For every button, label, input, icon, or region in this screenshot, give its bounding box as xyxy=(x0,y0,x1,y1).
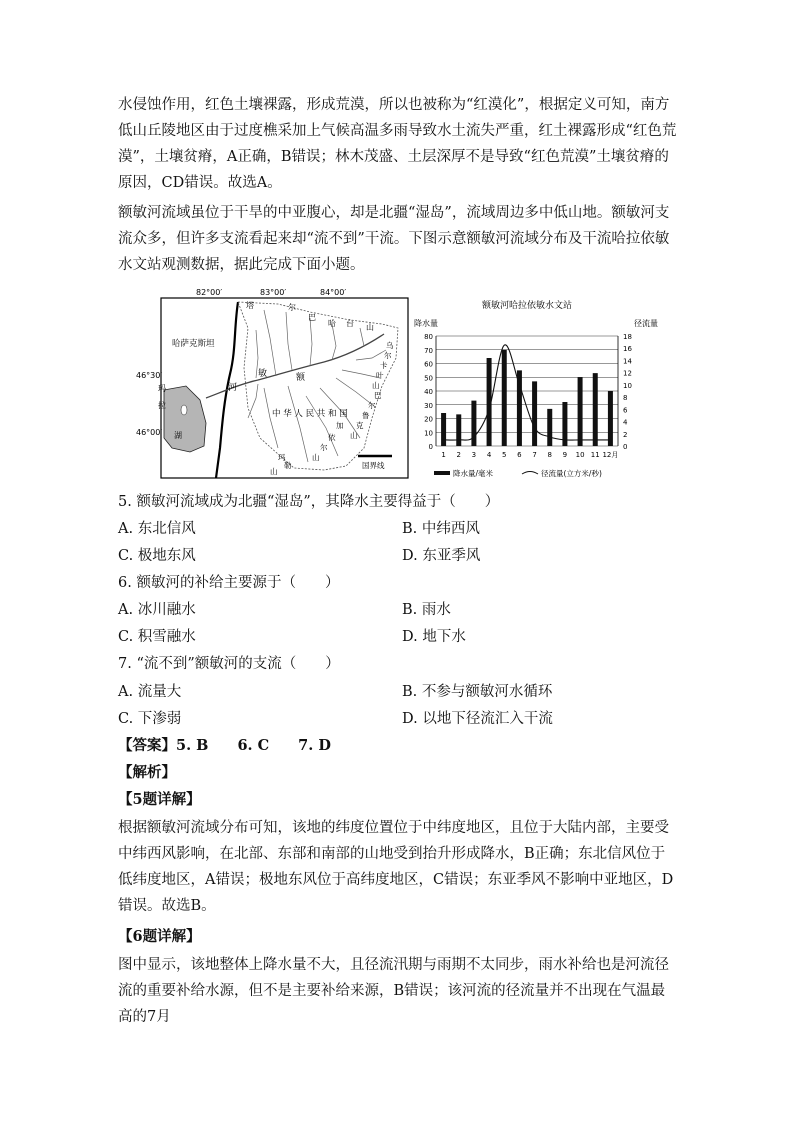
basin-map xyxy=(136,288,410,484)
south-mtn-char-3: 鲁 xyxy=(362,411,370,420)
answer-line: 【答案】5. B 6. C 7. D xyxy=(118,737,331,754)
x-tick-label: 9 xyxy=(562,451,568,459)
y-tick-right: 14 xyxy=(623,357,632,366)
bar-precip xyxy=(608,391,613,446)
x-tick-label: 1 xyxy=(441,451,446,459)
legend-swatch-bar xyxy=(434,471,450,475)
y-tick-right: 8 xyxy=(623,394,628,403)
q7-stem: 7. “流不到”额敏河的支流（ ） xyxy=(118,656,340,672)
river-char-3: 额 xyxy=(296,373,306,383)
q5-option-d[interactable]: D. 东亚季风 xyxy=(402,548,481,564)
q6-option-d[interactable]: D. 地下水 xyxy=(402,629,466,645)
intro-paragraph: 水侵蚀作用，红色土壤裸露，形成荒漠，所以也被称为“红漠化”，根据定义可知，南方低山丘陵地区由于过度樵采加上气候高温多雨导致水土流失严重，红土裸露形成“红色荒漠”，土壤贫瘠，A正确，B错误；林木茂盛、土层深厚不是导致“红色荒漠”土壤贫瘠的原因，CD错误。故选A。 xyxy=(118,97,677,191)
bar-precip xyxy=(502,350,507,446)
south-mtn2-char-3: 尔 xyxy=(320,443,328,452)
lon-label-1: 82°00′ xyxy=(196,288,223,297)
y-tick-right: 2 xyxy=(623,430,628,439)
east-mtn-char-1: 乌 xyxy=(386,341,394,350)
south-mtn-char-5: 山 xyxy=(350,431,358,440)
south-mtn-char-4: 克 xyxy=(356,421,364,430)
chart-title: 额敏河哈拉依敏水文站 xyxy=(481,301,573,311)
north-mtn-char-1: 塔 xyxy=(246,301,254,310)
bar-precip xyxy=(456,414,461,446)
hydro-chart xyxy=(412,288,660,484)
bar-precip xyxy=(578,377,583,446)
q5-explanation: 根据额敏河流域分布可知，该地的纬度位置位于中纬度地区，且位于大陆内部，主要受中纬西风影响，在北部、东部和南部的山地受到抬升形成降水，B正确；东北信风位于低纬度地区，A错误；极地东风位于高纬度地区，C错误；东亚季风不影响中亚地区，D错误。故选B。 xyxy=(118,820,674,914)
lake-char-3: 湖 xyxy=(174,431,182,440)
china-label: 中 华 人 民 共 和 国 xyxy=(272,409,348,419)
bar-precip xyxy=(517,370,522,446)
x-tick-label: 11 xyxy=(590,451,600,459)
south-mtn-char-2: 尔 xyxy=(368,401,376,410)
y-axis-label-left: 降水量 xyxy=(414,319,438,328)
south-mtn2-char-2: 依 xyxy=(328,433,336,442)
y-tick-left: 40 xyxy=(424,388,433,396)
bar-precip xyxy=(547,409,552,446)
y-tick-left: 50 xyxy=(424,374,433,383)
y-tick-left: 80 xyxy=(424,333,433,341)
q6-stem: 6. 额敏河的补给主要源于（ ） xyxy=(118,575,340,591)
lon-label-3: 84°00′ xyxy=(320,288,347,297)
lat-label-2: 46°00′ xyxy=(136,428,163,437)
q6-option-c[interactable]: C. 积雪融水 xyxy=(118,629,196,645)
q7-option-b[interactable]: B. 不参与额敏河水循环 xyxy=(402,684,553,700)
y-axis-label-right: 径流量 xyxy=(634,319,658,328)
north-mtn-char-3: 巴 xyxy=(308,313,316,322)
south-mtn2-char-4: 山 xyxy=(312,453,320,462)
y-tick-right: 10 xyxy=(623,381,632,390)
x-tick-label: 2 xyxy=(456,451,461,459)
q5-heading: 【5题详解】 xyxy=(118,791,201,808)
lat-label-1: 46°30′ xyxy=(136,371,163,380)
figure xyxy=(136,288,660,484)
south-mtn-char-1: 巴 xyxy=(374,391,382,400)
analysis-heading: 【解析】 xyxy=(118,764,176,781)
y-tick-left: 30 xyxy=(424,401,433,410)
bar-precip xyxy=(471,401,476,446)
x-tick-label: 8 xyxy=(547,451,552,459)
x-tick-label: 12月 xyxy=(602,451,619,459)
x-tick-label: 3 xyxy=(471,451,477,459)
lake-island xyxy=(181,405,187,415)
q6-option-a[interactable]: A. 冰川融水 xyxy=(118,602,196,618)
y-tick-right: 6 xyxy=(623,406,628,415)
south-mtn2-char-1: 加 xyxy=(336,421,344,430)
y-tick-right: 18 xyxy=(623,333,632,341)
context-paragraph: 额敏河流域虽位于干旱的中亚腹心，却是北疆“湿岛”，流域周边多中低山地。额敏河支流众多，但许多支流看起来却“流不到”干流。下图示意额敏河流域分布及干流哈拉依敏水文站观测数据，据此完成下面小题。 xyxy=(118,205,670,273)
north-mtn-char-4: 哈 xyxy=(328,319,336,328)
q7-option-c[interactable]: C. 下渗弱 xyxy=(118,711,182,727)
legend-label-line: 径流量(立方米/秒) xyxy=(541,469,602,478)
x-tick-label: 4 xyxy=(486,451,492,459)
q5-option-b[interactable]: B. 中纬西风 xyxy=(402,521,480,537)
south-mtn2-char-7: 山 xyxy=(270,467,278,476)
y-tick-left: 0 xyxy=(428,443,433,451)
east-mtn-char-5: 山 xyxy=(372,381,380,390)
lake-char-2: 拉 xyxy=(158,401,166,410)
y-tick-left: 20 xyxy=(424,415,433,424)
bar-precip xyxy=(593,373,598,446)
legend-label-bar: 降水量/毫米 xyxy=(453,469,494,478)
y-tick-right: 12 xyxy=(623,369,632,378)
south-mtn2-char-6: 勒 xyxy=(284,461,292,470)
y-tick-left: 70 xyxy=(424,346,433,355)
east-mtn-char-2: 尔 xyxy=(384,351,392,360)
x-tick-label: 10 xyxy=(575,451,585,459)
q7-option-a[interactable]: A. 流量大 xyxy=(118,684,182,700)
river-char-2: 敏 xyxy=(258,369,268,379)
q5-option-c[interactable]: C. 极地东风 xyxy=(118,548,196,564)
east-mtn-char-4: 叶 xyxy=(376,371,384,380)
lon-label-2: 83°00′ xyxy=(260,288,287,297)
north-mtn-char-5: 台 xyxy=(346,319,354,328)
q5-stem: 5. 额敏河流域成为北疆“湿岛”，其降水主要得益于（ ） xyxy=(118,494,500,510)
y-tick-right: 16 xyxy=(623,345,632,354)
legend-label: 国界线 xyxy=(362,461,385,470)
river-char-1: 河 xyxy=(228,383,238,393)
x-tick-label: 7 xyxy=(532,451,537,459)
bar-precip xyxy=(441,413,446,446)
country-label: 哈萨克斯坦 xyxy=(172,339,215,349)
east-mtn-char-3: 卡 xyxy=(380,361,388,370)
q6-heading: 【6题详解】 xyxy=(118,928,201,945)
series-line-runoff xyxy=(444,345,611,440)
q5-option-a[interactable]: A. 东北信风 xyxy=(118,521,196,537)
lake-char-1: 玛 xyxy=(158,384,166,393)
y-tick-left: 10 xyxy=(424,429,433,438)
bar-precip xyxy=(532,381,537,446)
north-mtn-char-2: 尔 xyxy=(288,303,296,312)
y-tick-right: 0 xyxy=(623,443,628,451)
q6-option-b[interactable]: B. 雨水 xyxy=(402,602,451,618)
q7-option-d[interactable]: D. 以地下径流汇入干流 xyxy=(402,711,553,727)
y-tick-left: 60 xyxy=(424,360,433,369)
x-tick-label: 6 xyxy=(517,451,522,459)
north-mtn-char-6: 山 xyxy=(366,323,374,332)
x-tick-label: 5 xyxy=(502,451,507,459)
y-tick-right: 4 xyxy=(623,418,628,427)
legend-swatch-line xyxy=(522,472,538,475)
south-mtn2-char-5: 玛 xyxy=(278,453,286,462)
q6-explanation: 图中显示，该地整体上降水量不大，且径流汛期与雨期不太同步，雨水补给也是河流径流的重要补给水源，但不是主要补给来源，B错误；该河流的径流量并不出现在气温最高的7月 xyxy=(118,957,669,1025)
